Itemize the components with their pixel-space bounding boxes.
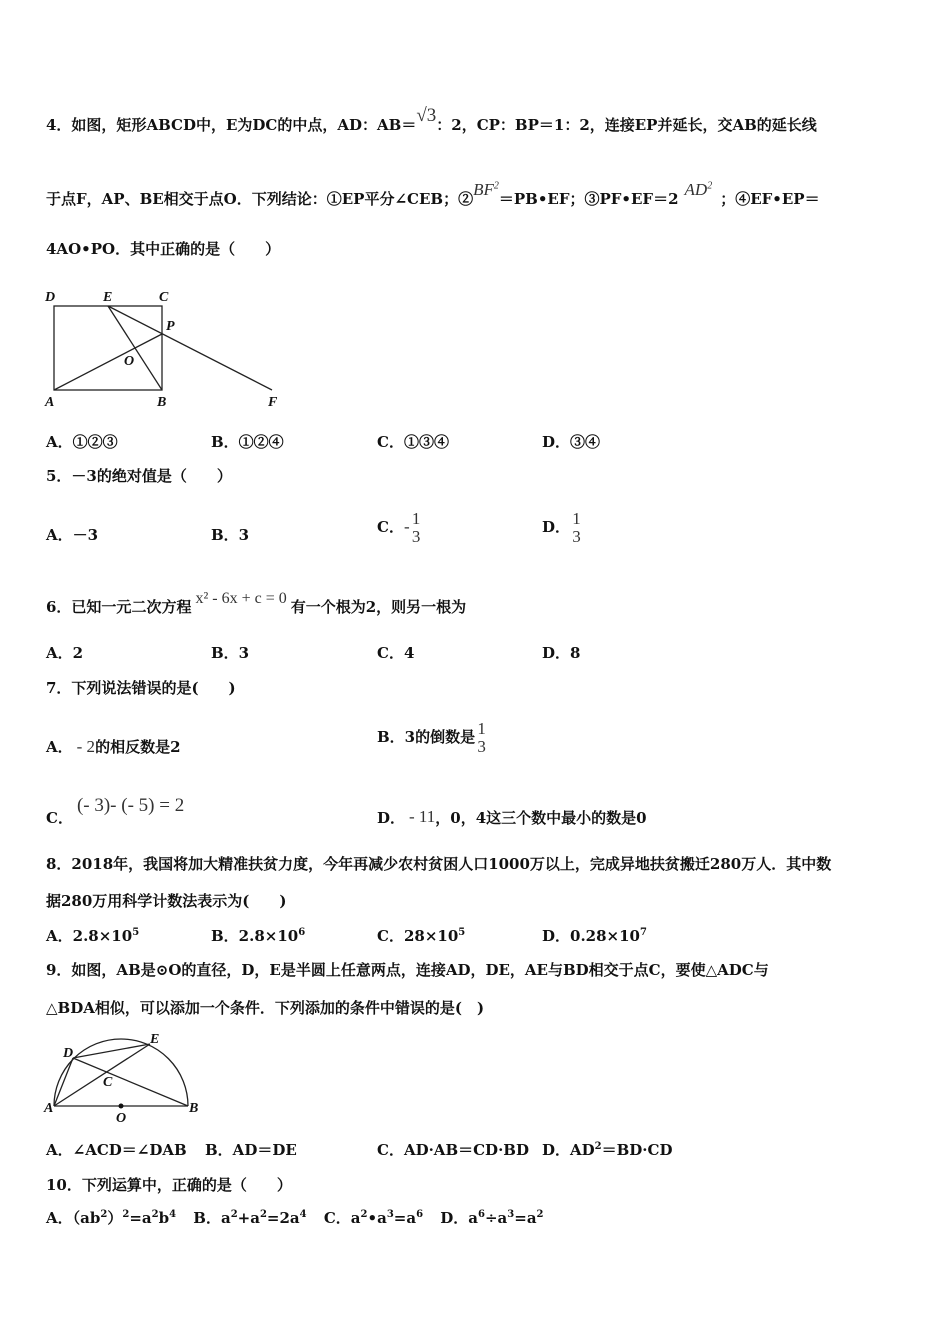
q8-option-b[interactable] bbox=[211, 926, 305, 946]
q10-d-e1: 6 bbox=[478, 1209, 485, 1220]
q4-figure bbox=[40, 285, 290, 410]
q7-a-text: 的相反数是2 bbox=[95, 738, 181, 756]
q5-c-fraction bbox=[411, 510, 422, 546]
q10-b-3: =2a bbox=[266, 1209, 300, 1227]
q7-option-b[interactable] bbox=[377, 710, 487, 764]
q10-options bbox=[46, 1208, 544, 1228]
q7-b-den: 3 bbox=[477, 737, 486, 756]
q10-option-d[interactable] bbox=[440, 1209, 543, 1227]
q5-d-fraction bbox=[571, 510, 582, 546]
q9-label-D: D bbox=[63, 1046, 74, 1061]
q10-a-4: b bbox=[158, 1209, 170, 1227]
q10-a-2: ） bbox=[107, 1209, 123, 1227]
q10-b-1: B．a bbox=[193, 1209, 231, 1227]
q5-d-num: 1 bbox=[572, 509, 581, 528]
q4-line2-c: ；④EF•EP＝ bbox=[720, 190, 820, 208]
q7-option-d[interactable] bbox=[377, 808, 647, 828]
q8-d-exp: 7 bbox=[639, 927, 647, 938]
q4-label-A: A bbox=[45, 395, 55, 410]
q9-d-a: D．AD bbox=[542, 1141, 595, 1159]
q5-c-sign: - bbox=[403, 517, 410, 536]
q10-c-1: C．a bbox=[323, 1209, 361, 1227]
q10-c-2: •a bbox=[367, 1209, 387, 1227]
q9-chord-AD bbox=[54, 1058, 73, 1106]
q9-label-E: E bbox=[150, 1032, 160, 1047]
q7-c-prefix: C． bbox=[46, 809, 73, 827]
q4-line2-a: 于点F，AP、BE相交于点O．下列结论：①EP平分∠CEB；② bbox=[46, 190, 474, 208]
q8-c-exp: 5 bbox=[458, 927, 466, 938]
q7-b-num: 1 bbox=[477, 719, 486, 738]
q10-a-e1: 2 bbox=[100, 1209, 108, 1220]
q6-option-a[interactable]: A．2 bbox=[46, 644, 84, 662]
q5-c-den: 3 bbox=[411, 527, 421, 546]
q10-b-2: +a bbox=[237, 1209, 260, 1227]
q8-option-c[interactable] bbox=[377, 926, 465, 946]
q6-equation: x² - 6x + c = 0 bbox=[195, 590, 287, 607]
q10-stem: 10．下列运算中，正确的是（ ） bbox=[46, 1176, 292, 1194]
q9-label-C: C bbox=[103, 1075, 113, 1090]
q4-ad-exp: 2 bbox=[707, 180, 713, 192]
q6-option-c[interactable]: C．4 bbox=[377, 644, 415, 662]
q7-stem: 7．下列说法错误的是( ) bbox=[46, 679, 236, 697]
q9-label-B: B bbox=[189, 1101, 199, 1116]
q5-d-prefix: D． bbox=[542, 518, 571, 536]
q7-b-fraction bbox=[476, 720, 487, 756]
q5-c-prefix: C． bbox=[377, 518, 404, 536]
q10-option-a[interactable] bbox=[46, 1209, 176, 1227]
q10-a-e2: 2 bbox=[122, 1209, 130, 1220]
q6-stem-b: 有一个根为2，则另一根为 bbox=[290, 598, 467, 616]
q9-label-A: A bbox=[44, 1101, 54, 1116]
q4-ad2 bbox=[685, 180, 713, 199]
q6-stem-a: 6．已知一元二次方程 bbox=[46, 598, 192, 616]
q7-a-math: - 2 bbox=[76, 737, 96, 756]
q5-option-a[interactable]: A．－3 bbox=[46, 526, 99, 544]
q4-rectangle bbox=[54, 306, 162, 390]
q5-option-c[interactable] bbox=[377, 500, 421, 554]
q7-d-prefix: D． bbox=[377, 809, 406, 827]
q4-option-a[interactable]: A．①②③ bbox=[46, 433, 118, 451]
q4-line2 bbox=[46, 180, 820, 209]
q9-label-O: O bbox=[116, 1111, 127, 1125]
q4-option-c[interactable]: C．①③④ bbox=[377, 433, 449, 451]
q10-d-3: =a bbox=[514, 1209, 537, 1227]
q7-option-a[interactable] bbox=[46, 737, 181, 757]
q4-label-P: P bbox=[166, 319, 175, 334]
q9-option-a[interactable]: A．∠ACD＝∠DAB bbox=[46, 1141, 187, 1159]
q4-label-D: D bbox=[45, 290, 56, 305]
q8-b-text: B．2.8×10 bbox=[211, 927, 299, 945]
q4-label-B: B bbox=[157, 395, 167, 410]
q4-label-C: C bbox=[159, 290, 169, 305]
q10-d-1: D．a bbox=[440, 1209, 479, 1227]
q9-center-dot bbox=[119, 1104, 124, 1109]
q8-option-a[interactable] bbox=[46, 926, 139, 946]
q5-stem: 5．－3的绝对值是（ ） bbox=[46, 467, 232, 485]
q4-line1-a: 4．如图，矩形ABCD中，E为DC的中点，AD：AB＝ bbox=[46, 116, 417, 134]
q4-line-AP bbox=[54, 334, 162, 390]
q8-d-text: D．0.28×10 bbox=[542, 927, 640, 945]
q6-stem bbox=[46, 590, 467, 618]
q9-figure bbox=[40, 1030, 210, 1125]
q10-a-e3: 2 bbox=[151, 1209, 159, 1220]
q9-line1: 9．如图，AB是⊙O的直径，D，E是半圆上任意两点，连接AD，DE，AE与BD相交于点C，要使△ADC与 bbox=[46, 961, 769, 979]
q10-c-e3: 6 bbox=[416, 1209, 424, 1220]
q10-option-b[interactable] bbox=[193, 1209, 306, 1227]
q10-d-e3: 2 bbox=[536, 1209, 544, 1220]
q10-c-e2: 3 bbox=[386, 1209, 394, 1220]
q8-option-d[interactable] bbox=[542, 926, 647, 946]
q5-option-b[interactable]: B．3 bbox=[211, 526, 250, 544]
q10-a-1: A．（ab bbox=[46, 1209, 101, 1227]
q4-bf-text: BF bbox=[473, 180, 494, 199]
q5-option-d[interactable] bbox=[542, 500, 582, 554]
q9-option-c[interactable]: C．AD·AB＝CD·BD bbox=[377, 1141, 529, 1159]
q4-line1 bbox=[46, 105, 817, 135]
q5-c-num: 1 bbox=[411, 509, 421, 528]
q4-bf-exp: 2 bbox=[493, 180, 499, 192]
q4-line1-b: ：2，CP：BP＝1：2，连接EP并延长，交AB的延长线 bbox=[436, 116, 817, 134]
q7-d-math: - 11 bbox=[409, 807, 436, 826]
q4-label-E: E bbox=[103, 290, 113, 305]
q4-label-F: F bbox=[268, 395, 278, 410]
q4-line-EB bbox=[108, 306, 162, 390]
q8-b-exp: 6 bbox=[298, 927, 306, 938]
q5-d-den: 3 bbox=[572, 527, 581, 546]
q4-sqrt3: √3 bbox=[416, 105, 437, 126]
q4-line-EF bbox=[108, 306, 272, 390]
q10-d-e2: 3 bbox=[507, 1209, 515, 1220]
q9-d-exp: 2 bbox=[594, 1141, 602, 1152]
q6-option-d[interactable]: D．8 bbox=[542, 644, 581, 662]
q10-option-c[interactable] bbox=[324, 1209, 423, 1227]
q8-c-text: C．28×10 bbox=[377, 927, 459, 945]
q4-line3: 4AO•PO．其中正确的是（ ） bbox=[46, 240, 281, 258]
q10-b-e2: 2 bbox=[259, 1209, 267, 1220]
q10-b-e1: 2 bbox=[230, 1209, 238, 1220]
q4-bf2 bbox=[473, 180, 499, 199]
q8-a-exp: 5 bbox=[132, 927, 140, 938]
q7-c-math: (- 3)- (- 5) = 2 bbox=[76, 795, 185, 816]
q9-option-d[interactable] bbox=[542, 1140, 672, 1160]
q10-a-3: =a bbox=[129, 1209, 152, 1227]
q4-ad-text: AD bbox=[684, 180, 708, 199]
q7-b-text: B．3的倒数是 bbox=[377, 728, 476, 746]
q4-label-O: O bbox=[124, 354, 135, 369]
q10-a-e4: 4 bbox=[169, 1209, 177, 1220]
q7-d-text: ，0，4这三个数中最小的数是0 bbox=[435, 809, 647, 827]
q8-line1: 8．2018年，我国将加大精准扶贫力度，今年再减少农村贫困人口1000万以上，完成异地扶贫搬迁280万人．其中数 bbox=[46, 855, 832, 873]
q10-c-3: =a bbox=[393, 1209, 417, 1227]
q8-a-text: A．2.8×10 bbox=[46, 927, 133, 945]
q10-d-2: ÷a bbox=[484, 1209, 508, 1227]
q9-d-b: ＝BD·CD bbox=[601, 1141, 673, 1159]
q9-option-b[interactable]: B．AD＝DE bbox=[205, 1141, 297, 1159]
q6-option-b[interactable]: B．3 bbox=[211, 644, 250, 662]
q7-a-prefix: A． bbox=[46, 738, 73, 756]
q4-option-b[interactable]: B．①②④ bbox=[211, 433, 284, 451]
q4-line2-b: ＝PB•EF；③PF•EF＝2 bbox=[498, 190, 679, 208]
q10-b-e3: 4 bbox=[299, 1209, 307, 1220]
q7-option-c[interactable] bbox=[46, 795, 185, 828]
q4-option-d[interactable]: D．③④ bbox=[542, 433, 601, 451]
q9-line2: △BDA相似，可以添加一个条件．下列添加的条件中错误的是( ) bbox=[46, 999, 485, 1017]
q10-c-e1: 2 bbox=[360, 1209, 368, 1220]
q8-line2: 据280万用科学计数法表示为( ) bbox=[46, 892, 287, 910]
